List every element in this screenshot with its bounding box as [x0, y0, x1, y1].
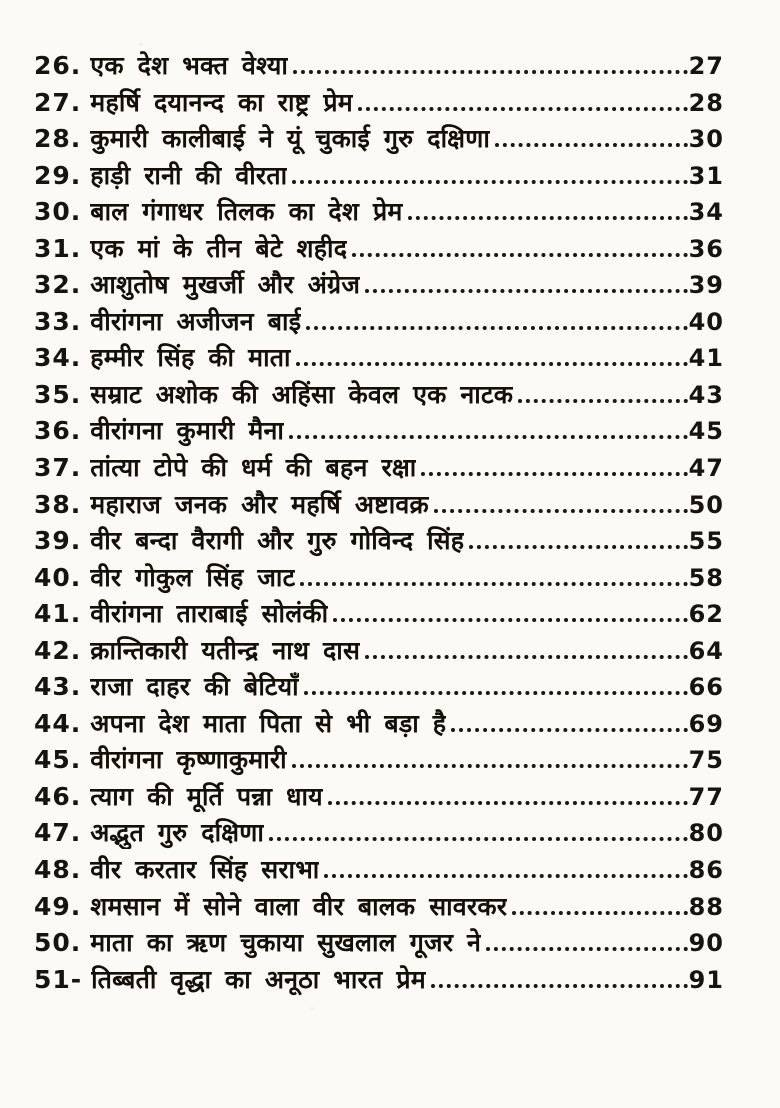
dot-leader [512, 911, 687, 915]
entry-number: 37. [34, 453, 82, 483]
entry-page-number: 55 [688, 527, 724, 556]
toc-entry [34, 450, 724, 487]
entry-number: 48. [34, 855, 82, 885]
entry-number: 46. [34, 781, 82, 811]
entry-page-number: 30 [688, 125, 724, 154]
entry-title: हम्मीर सिंह की माता [90, 343, 291, 373]
entry-page-number: 77 [688, 782, 724, 811]
entry-title: राजा दाहर की बेटियाँ [90, 672, 299, 702]
entry-title: वीरांगना कुमारी मैना [90, 416, 285, 446]
dot-leader [296, 362, 688, 366]
toc-entry [34, 633, 724, 670]
entry-number: 38. [34, 489, 82, 519]
entry-page-number: 28 [688, 88, 724, 117]
toc-entry [34, 596, 724, 633]
dot-leader [358, 107, 688, 111]
entry-page-number: 88 [688, 892, 724, 921]
entry-page-number: 69 [688, 709, 724, 738]
toc-entry [34, 121, 724, 158]
toc-entry [34, 48, 724, 85]
entry-page-number: 80 [688, 819, 724, 848]
dot-leader [365, 289, 687, 293]
entry-number: 49. [34, 891, 82, 921]
entry-title: वीर करतार सिंह सराभा [90, 855, 320, 885]
entry-page-number: 86 [688, 856, 724, 885]
dot-leader [333, 618, 687, 622]
dot-leader [352, 253, 687, 257]
entry-page-number: 58 [688, 563, 724, 592]
entry-title: अपना देश माता पिता से भी बड़ा है [90, 708, 447, 738]
entry-title: आशुतोष मुखर्जी और अंग्रेज [90, 270, 361, 300]
entry-title: महर्षि दयानन्द का राष्ट्र प्रेम [90, 87, 353, 117]
entry-title: कुमारी कालीबाई ने यूं चुकाई गुरु दक्षिणा [90, 124, 491, 154]
toc-entry [34, 377, 724, 414]
entry-number: 47. [34, 818, 82, 848]
dot-leader [306, 326, 687, 330]
toc-entry [34, 231, 724, 268]
toc-entry [34, 925, 724, 962]
entry-title: वीरांगना ताराबाई सोलंकी [90, 599, 329, 629]
entry-page-number: 75 [688, 746, 724, 775]
entry-page-number: 43 [688, 380, 724, 409]
entry-title: वीरांगना कृष्णाकुमारी [90, 745, 287, 775]
toc-entry [34, 85, 724, 122]
entry-number: 41. [34, 599, 82, 629]
entry-title: क्रान्तिकारी यतीन्द्र नाथ दास [90, 635, 361, 665]
entry-page-number: 39 [688, 271, 724, 300]
toc-entry [34, 889, 724, 926]
entry-title: माता का ऋण चुकाया सुखलाल गूजर ने [90, 928, 482, 958]
toc-entry [34, 158, 724, 195]
toc-entry [34, 413, 724, 450]
dot-leader [408, 216, 688, 220]
dot-leader [486, 947, 687, 951]
entry-page-number: 45 [688, 417, 724, 446]
entry-page-number: 47 [688, 454, 724, 483]
entry-number: 30. [34, 197, 82, 227]
toc-entry [34, 487, 724, 524]
toc-entry [34, 742, 724, 779]
entry-number: 28. [34, 124, 82, 154]
dot-leader [451, 728, 687, 732]
entry-number: 33. [34, 306, 82, 336]
entry-title: शमसान में सोने वाला वीर बालक सावरकर [90, 891, 508, 921]
entry-number: 36. [34, 416, 82, 446]
dot-leader [328, 801, 688, 805]
toc-list [34, 48, 724, 998]
dot-leader [434, 509, 688, 513]
entry-number: 45. [34, 745, 82, 775]
entry-title: अद्भुत गुरु दक्षिणा [90, 818, 265, 848]
dot-leader [365, 655, 688, 659]
entry-title: बाल गंगाधर तिलक का देश प्रेम [90, 197, 403, 227]
entry-number: 29. [34, 160, 82, 190]
entry-title: त्याग की मूर्ति पन्ना धाय [90, 781, 323, 811]
dot-leader [518, 399, 687, 403]
dot-leader [292, 180, 687, 184]
toc-entry [34, 962, 724, 999]
toc-entry [34, 669, 724, 706]
entry-number: 31. [34, 233, 82, 263]
entry-page-number: 66 [688, 673, 724, 702]
entry-number: 40. [34, 562, 82, 592]
dot-leader [324, 874, 687, 878]
entry-number: 50. [34, 928, 82, 958]
toc-entry [34, 523, 724, 560]
entry-title: एक देश भक्त वेश्या [90, 51, 289, 80]
dot-leader [292, 764, 688, 768]
dot-leader [431, 984, 688, 988]
entry-page-number: 34 [688, 198, 724, 227]
toc-entry [34, 194, 724, 231]
entry-title: सम्राट अशोक की अहिंसा केवल एक नाटक [90, 379, 514, 409]
toc-entry [34, 560, 724, 597]
entry-title: वीरांगना अजीजन बाई [90, 306, 302, 336]
entry-page-number: 90 [688, 929, 724, 958]
entry-page-number: 50 [688, 490, 724, 519]
entry-number: 44. [34, 708, 82, 738]
dot-leader [495, 143, 688, 147]
dot-leader [269, 837, 688, 841]
dot-leader [300, 582, 687, 586]
entry-page-number: 41 [688, 344, 724, 373]
dot-leader [469, 545, 687, 549]
toc-entry [34, 340, 724, 377]
entry-page-number: 91 [688, 965, 724, 994]
entry-title: वीर गोकुल सिंह जाट [90, 562, 296, 592]
entry-page-number: 36 [688, 234, 724, 263]
toc-entry [34, 779, 724, 816]
toc-entry [34, 267, 724, 304]
entry-title: हाड़ी रानी की वीरता [90, 160, 288, 190]
toc-entry [34, 852, 724, 889]
entry-page-number: 64 [688, 636, 724, 665]
entry-number: 35. [34, 379, 82, 409]
entry-title: तांत्या टोपे की धर्म की बहन रक्षा [90, 453, 417, 483]
toc-entry [34, 304, 724, 341]
entry-number: 43. [34, 672, 82, 702]
entry-page-number: 31 [688, 161, 724, 190]
dot-leader [293, 70, 688, 74]
toc-entry [34, 815, 724, 852]
entry-number: 39. [34, 526, 82, 556]
entry-page-number: 62 [688, 600, 724, 629]
entry-number: 32. [34, 270, 82, 300]
entry-title: एक मां के तीन बेटे शहीद [90, 233, 348, 263]
entry-number: 27. [34, 87, 82, 117]
entry-title: तिब्बती वृद्धा का अनूठा भारत प्रेम [91, 964, 426, 994]
entry-page-number: 40 [688, 307, 724, 336]
dot-leader [289, 435, 688, 439]
toc-entry [34, 706, 724, 743]
entry-title: महाराज जनक और महर्षि अष्टावक्र [90, 489, 429, 519]
entry-title: वीर बन्दा वैरागी और गुरु गोविन्द सिंह [90, 526, 465, 556]
dot-leader [304, 691, 688, 695]
entry-number: 34. [34, 343, 82, 373]
entry-page-number: 27 [688, 52, 724, 80]
entry-number: 26. [34, 51, 82, 80]
entry-number: 42. [34, 635, 82, 665]
dot-leader [421, 472, 687, 476]
entry-number: 51- [34, 964, 83, 994]
